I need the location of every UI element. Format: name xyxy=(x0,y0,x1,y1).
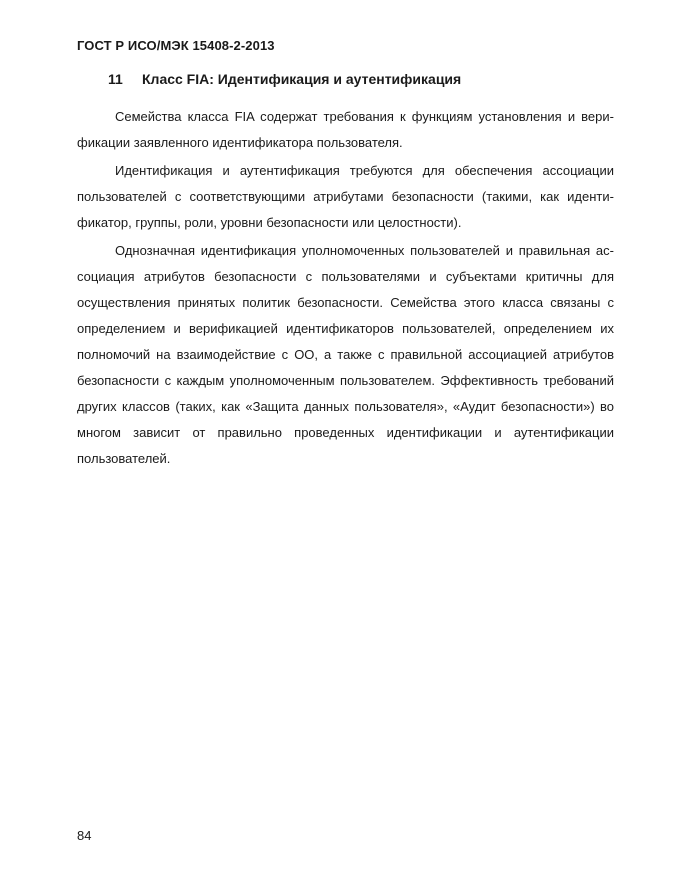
paragraph: Однозначная идентификация уполномоченных пользователей и правильная ассоциация атрибутов безопасности с пользователями и субъектами критичны для осуществления принятых политик безопасности. Семейства этого класса связаны с определением и верификацией идентификаторов пользователей, определением их полномочий на взаимодействие с ОО, а также с правильной ассоциацией атрибутов безопасности с каждым уполномоченным пользователем. Эффективность требований других классов (таких, как «Защита данных пользователя», «Аудит безопасности») во многом зависит от правильно проведенных идентификации и аутентификации пользователей. xyxy=(77,243,614,466)
section-body xyxy=(77,104,614,472)
paragraph: Семейства класса FIA содержат требования к функциям установления и верификации заявленного идентификатора пользователя. xyxy=(77,109,614,150)
page-number: 84 xyxy=(77,828,92,843)
paragraph: Идентификация и аутентификация требуются для обеспечения ассоциации пользователей с соответствующими атрибутами безопасности (такими, как идентификатор, группы, роли, уровни безопасности или целостности). xyxy=(77,163,614,230)
section-heading xyxy=(108,71,461,87)
section-title: Класс FIA: Идентификация и аутентификация xyxy=(142,71,462,87)
standard-header: ГОСТ Р ИСО/МЭК 15408-2-2013 xyxy=(77,38,275,53)
section-number: 11 xyxy=(108,71,123,87)
